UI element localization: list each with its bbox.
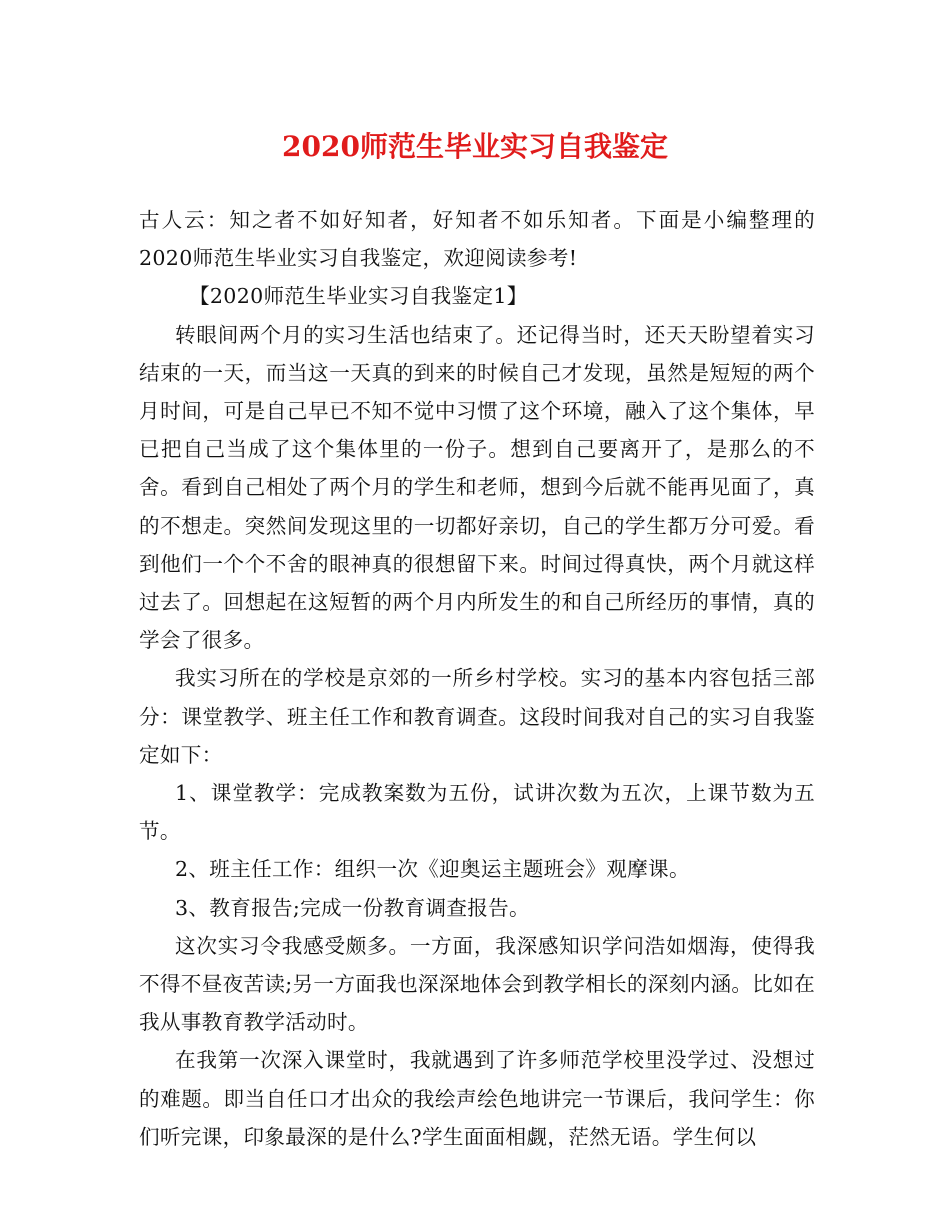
intro-paragraph: 古人云：知之者不如好知者，好知者不如乐知者。下面是小编整理的2020师范生毕业实习自我鉴定，欢迎阅读参考!: [139, 208, 815, 271]
document-title: 2020师范生毕业实习自我鉴定: [282, 130, 668, 163]
list-item: 2、班主任工作：组织一次《迎奥运主题班会》观摩课。: [175, 857, 690, 882]
body-paragraph: 这次实习令我感受颇多。一方面，我深感知识学问浩如烟海，使得我不得不昼夜苦读;另一方面我也深深地体会到教学相长的深刻内涵。比如在我从事教育教学活动时。: [139, 933, 815, 1035]
document-body: [139, 201, 815, 1156]
body-paragraph: 我实习所在的学校是京郊的一所乡村学校。实习的基本内容包括三部分：课堂教学、班主任工作和教育调查。这段时间我对自己的实习自我鉴定如下：: [139, 666, 815, 767]
list-item: 1、课堂教学：完成教案数为五份，试讲次数为五次，上课节数为五节。: [139, 781, 815, 844]
list-item: 3、教育报告;完成一份教育调查报告。: [175, 895, 530, 920]
body-paragraph: 在我第一次深入课堂时，我就遇到了许多师范学校里没学过、没想过的难题。即当自任口才出众的我绘声绘色地讲完一节课后，我问学生：你们听完课，印象最深的是什么?学生面面相觑，茫然无语。学生何以: [139, 1048, 815, 1149]
section-heading: 【2020师范生毕业实习自我鉴定1】: [189, 284, 528, 309]
body-paragraph: 转眼间两个月的实习生活也结束了。还记得当时，还天天盼望着实习结束的一天，而当这一天真的到来的时候自己才发现，虽然是短短的两个月时间，可是自己早已不知不觉中习惯了这个环境，融入了这个集体，早已把自己当成了这个集体里的一份子。想到自己要离开了，是那么的不舍。看到自己相处了两个月的学生和老师，想到今后就不能再见面了，真的不想走。突然间发现这里的一切都好亲切，自己的学生都万分可爱。看到他们一个个不舍的眼神真的很想留下来。时间过得真快，两个月就这样过去了。回想起在这短暂的两个月内所发生的和自己所经历的事情，真的学会了很多。: [139, 322, 815, 653]
